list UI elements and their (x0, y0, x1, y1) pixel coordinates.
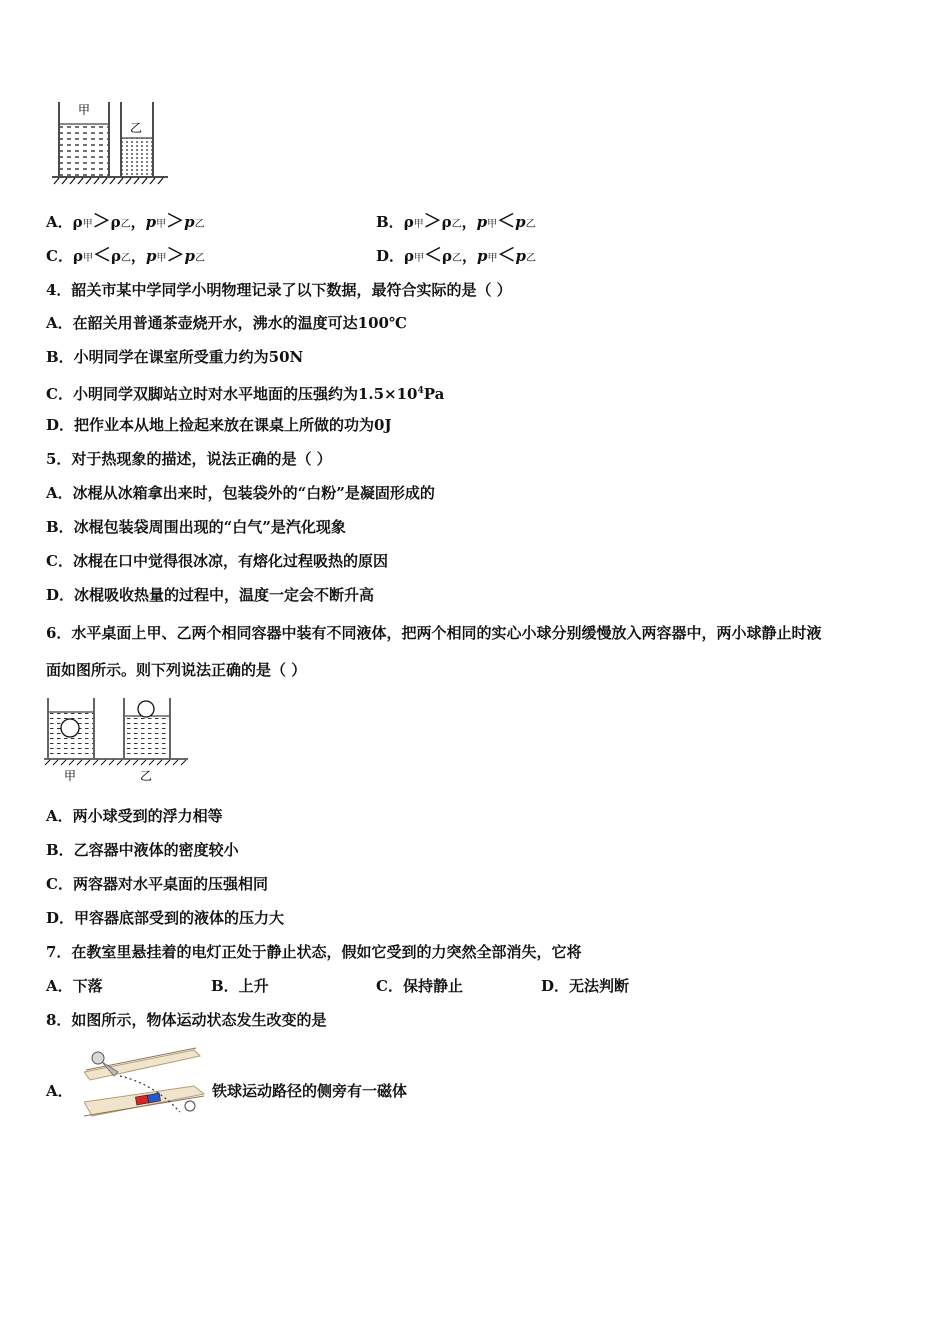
q5-option-a: A．冰棍从冰箱拿出来时，包装袋外的“白粉”是凝固形成的 (46, 484, 435, 502)
q6-option-b: B．乙容器中液体的密度较小 (46, 841, 239, 859)
q7-option-b: B．上升 (211, 977, 269, 995)
fig6-containers (42, 696, 192, 786)
q7-option-c: C．保持静止 (376, 977, 463, 995)
q3-option-d: D．ρ甲＜ρ乙，p甲＜p乙 (376, 245, 536, 266)
q8-option-a-text: 铁球运动路径的侧旁有一磁体 (212, 1082, 408, 1100)
fig6-label-yi: 乙 (140, 769, 153, 783)
q6-stem-line1: 6．水平桌面上甲、乙两个相同容器中装有不同液体，把两个相同的实心小球分别缓慢放入两容器中，两小球静止时液 (46, 624, 822, 642)
q7-option-d: D．无法判断 (541, 977, 630, 995)
q4-option-d: D．把作业本从地上捡起来放在课桌上所做的功为0J (46, 416, 392, 434)
q4-option-b: B．小明同学在课室所受重力约为50N (46, 348, 304, 366)
q3-option-b: B．ρ甲＞ρ乙，p甲＜p乙 (376, 211, 536, 232)
q5-stem: 5．对于热现象的描述，说法正确的是（ ） (46, 450, 332, 468)
q6-stem-line2: 面如图所示。则下列说法正确的是（ ） (46, 661, 307, 679)
fig8a-magnet-ball-illustration (84, 1046, 206, 1120)
q8-option-a-key: A． (46, 1082, 73, 1100)
q4-stem: 4．韶关市某中学同学小明物理记录了以下数据，最符合实际的是（ ） (46, 281, 512, 299)
fig3-label-jia: 甲 (78, 103, 91, 117)
q7-stem: 7．在教室里悬挂着的电灯正处于静止状态，假如它受到的力突然全部消失，它将 (46, 943, 582, 961)
q6-option-d: D．甲容器底部受到的液体的压力大 (46, 909, 285, 927)
fig3-containers (50, 100, 174, 186)
fig3-label-yi: 乙 (130, 121, 143, 135)
q5-option-c: C．冰棍在口中觉得很冰凉，有熔化过程吸热的原因 (46, 552, 388, 570)
q8-stem: 8．如图所示，物体运动状态发生改变的是 (46, 1011, 327, 1029)
q5-option-b: B．冰棍包装袋周围出现的“白气”是汽化现象 (46, 518, 346, 536)
q6-option-a: A．两小球受到的浮力相等 (46, 807, 223, 825)
q7-option-a: A．下落 (46, 977, 103, 995)
q3-option-a: A．ρ甲＞ρ乙，p甲＞p乙 (46, 211, 205, 232)
q6-option-c: C．两容器对水平桌面的压强相同 (46, 875, 268, 893)
q5-option-d: D．冰棍吸收热量的过程中，温度一定会不断升高 (46, 586, 375, 604)
fig6-label-jia: 甲 (64, 769, 77, 783)
q4-option-a: A．在韶关用普通茶壶烧开水，沸水的温度可达100℃ (46, 314, 407, 332)
q3-option-c: C．ρ甲＜ρ乙，p甲＞p乙 (46, 245, 205, 266)
q4-option-c: C．小明同学双脚站立时对水平地面的压强约为$1.5\times 10^4Pa$ (46, 385, 445, 403)
